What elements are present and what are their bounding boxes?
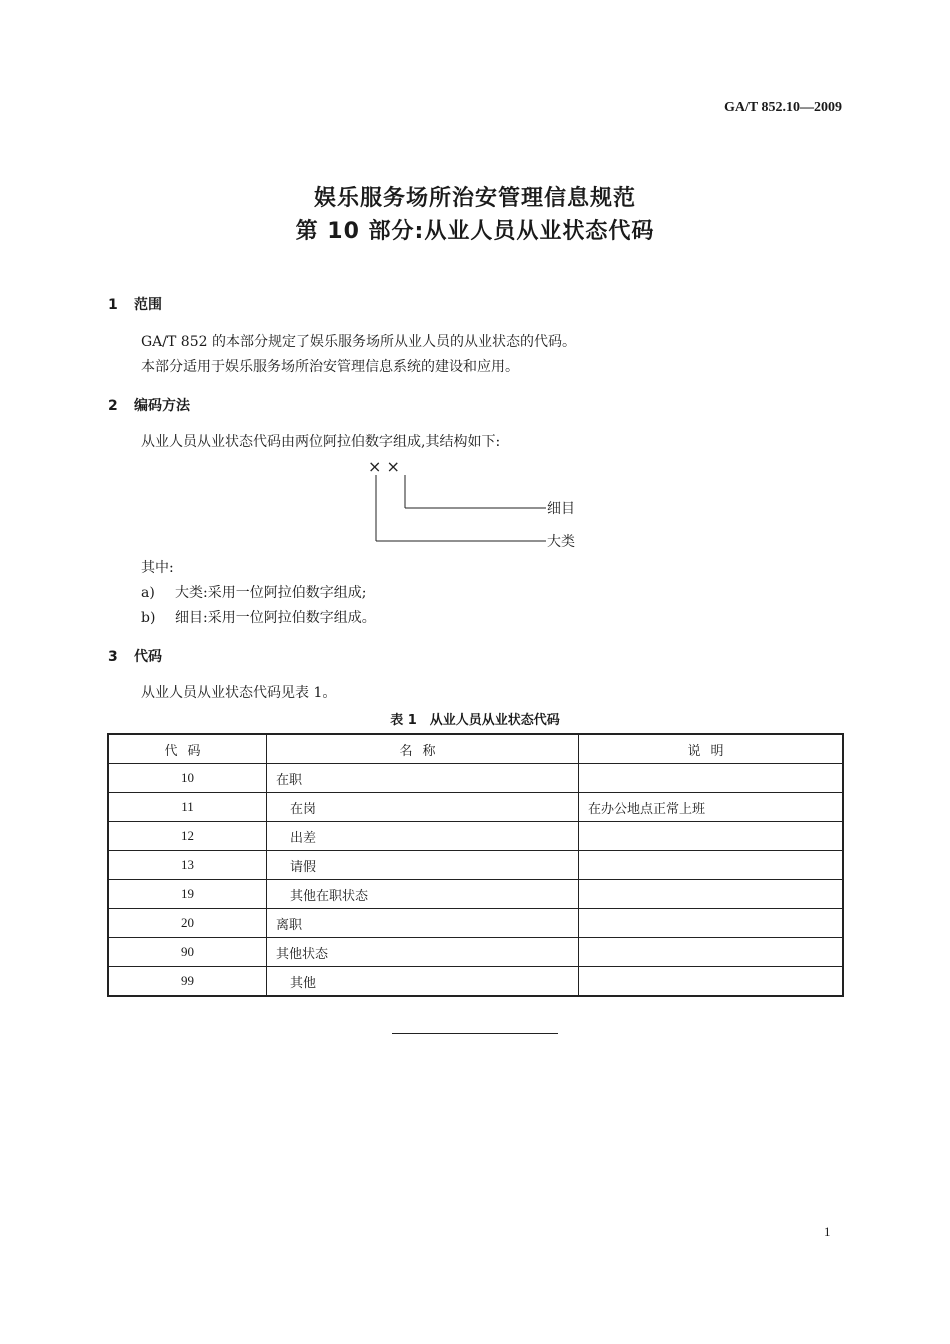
code-table [107,733,844,997]
cell-name: 其他状态 [267,938,579,967]
cell-description [579,764,844,793]
cell-description [579,822,844,851]
section-number: 2 [108,398,118,414]
cell-code: 10 [108,764,267,793]
section-title: 范围 [134,297,162,313]
header-description: 说明 [579,734,844,764]
cell-description [579,938,844,967]
header-code: 代码 [108,734,267,764]
table-row [108,793,843,822]
where-label: 其中: [141,560,174,576]
header-name: 名称 [267,734,579,764]
section-title: 编码方法 [134,398,190,414]
list-text: 细目:采用一位阿拉伯数字组成。 [175,610,376,626]
end-rule [392,1033,558,1034]
cell-name: 其他在职状态 [267,880,579,909]
cell-name: 在岗 [267,793,579,822]
table-row [108,822,843,851]
cell-code: 12 [108,822,267,851]
cell-description [579,909,844,938]
table-caption: 表 1 从业人员从业状态代码 [390,713,560,728]
document-title: 娱乐服务场所治安管理信息规范 [313,186,636,211]
list-marker: a) [141,585,155,601]
paragraph: 本部分适用于娱乐服务场所治安管理信息系统的建设和应用。 [141,359,519,375]
table-row [108,764,843,793]
cell-name: 请假 [267,851,579,880]
section-number: 1 [108,297,118,313]
paragraph: 从业人员从业状态代码见表 1。 [141,685,337,701]
paragraph: GA/T 852 的本部分规定了娱乐服务场所从业人员的从业状态的代码。 [141,334,576,350]
cell-name: 出差 [267,822,579,851]
paragraph: 从业人员从业状态代码由两位阿拉伯数字组成,其结构如下: [141,434,501,450]
section-heading-scope [108,294,162,314]
label-fine: 细目 [547,501,575,517]
cell-description [579,851,844,880]
list-item [141,582,366,602]
section-number: 3 [108,649,118,665]
table-row [108,909,843,938]
table-header-row [108,734,843,764]
code-digit-marks: × × [368,457,400,476]
cell-name: 在职 [267,764,579,793]
list-text: 大类:采用一位阿拉伯数字组成; [175,585,367,601]
standard-code: GA/T 852.10—2009 [724,100,842,115]
cell-code: 13 [108,851,267,880]
section-heading-coding [108,395,190,415]
table-row [108,938,843,967]
section-heading-codes [108,646,162,666]
cell-code: 90 [108,938,267,967]
code-structure-diagram [360,455,600,555]
cell-code: 11 [108,793,267,822]
cell-description: 在办公地点正常上班 [579,793,844,822]
page-number: 1 [824,1224,831,1239]
table-row [108,851,843,880]
cell-description [579,880,844,909]
list-item [141,607,376,627]
list-marker: b) [141,610,156,626]
table-row [108,880,843,909]
cell-code: 20 [108,909,267,938]
label-major: 大类 [547,534,575,550]
cell-name: 其他 [267,967,579,997]
table-row [108,967,843,997]
cell-name: 离职 [267,909,579,938]
document-subtitle: 第 10 部分:从业人员从业状态代码 [295,219,655,244]
cell-description [579,967,844,997]
cell-code: 99 [108,967,267,997]
cell-code: 19 [108,880,267,909]
section-title: 代码 [134,649,162,665]
